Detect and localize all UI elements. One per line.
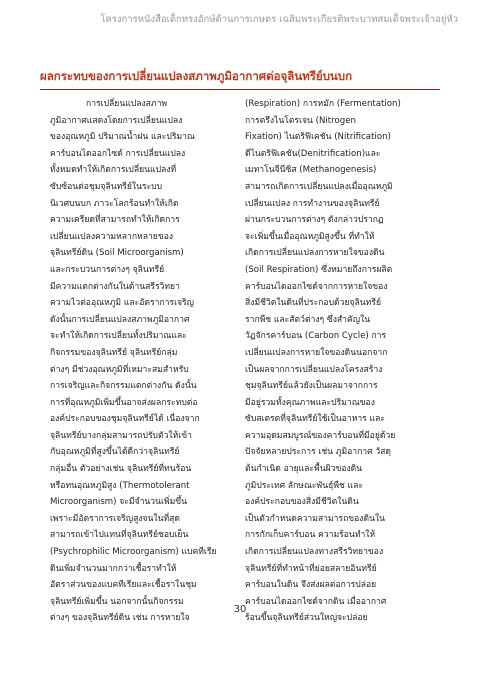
text-line: ชุมจุลินทรีย์แล้วยังเป็นผลมาจากการ [245,381,378,392]
text-line: และกระบวนการต่างๆ จุลินทรีย์ [50,264,165,275]
text-line: สามารถเข้าไปแทนที่จุลินทรีย์ชอบเย็น [50,530,189,541]
text-line: เปลี่ยนแปลงความหลากหลายของ [50,231,174,242]
text-line: จุลินทรีย์เพิ่มขึ้น นอกจากนั้นกิจกรรม [50,596,184,607]
section-title: ผลกระทบของการเปลี่ยนแปลงสภาพภูมิอากาศต่อจุลินทรีย์บนบก [40,69,353,83]
text-line: (Respiration) การหมัก (Fermentation) [245,99,401,109]
running-header: โครงการหนังสือเด็กทรงอักษ์ด้านการเกษตร เฉลิมพระเกียรติพระบาทสมเด็จพระเจ้าอยู่หัว [100,14,458,25]
text-line: คาร์บอนไดออกไซด์ การเปลี่ยนแปลง [50,148,186,159]
text-line: ทั้งหมดทำให้เกิดการเปลี่ยนแปลงที่ [50,165,177,176]
text-line: ซับสเตรตที่จุลินทรีย์ใช้เป็นอาหาร และ [245,414,385,425]
text-line: เปลี่ยนแปลง การทำงานของจุลินทรีย์ [245,198,380,209]
text-line: เกิดการเปลี่ยนแปลงทางสรีรวิทยาของ [245,547,384,558]
right-text-column [245,96,435,627]
text-line: อัตราส่วนของแบคทีเรียและเชื้อราในชุม [50,580,197,591]
text-line: เกิดการเปลี่ยนแปลงการหายใจของดิน [245,248,385,259]
text-line: คาร์บอนไดออกไซด์จากดิน เมื่ออากาศ [245,596,387,607]
text-line: จะทำให้เกิดการเปลี่ยนทั้งปริมาณและ [50,331,187,342]
text-line: เมทาโนจีนีซิส (Methanogenesis) [245,165,377,176]
text-line: เป็นผลจากการเปลี่ยนแปลงโครงสร้าง [245,364,383,375]
text-line: เป็นตัวกำหนดความสามารถของดินใน [245,513,386,524]
text-line: ต่างๆ ของจุลินทรีย์ดิน เช่น การหายใจ [50,613,190,624]
text-line: คาร์บอนในดิน จึงส่งผลต่อการปล่อย [245,580,377,591]
text-line: กับอุณหภูมิที่สูงขึ้นได้ดีกว่าจุลินทรีย์ [50,447,180,458]
text-line: การที่อุณหภูมิเพิ่มขึ้นอาจส่งผลกระทบต่อ [50,397,198,408]
text-line: ภูมิประเทศ ลักษณะพันธุ์พืช และ [245,480,363,491]
text-line: (Psychrophilic Microorganism) แบคทีเรีย [50,547,217,558]
text-line: เปลี่ยนแปลงการหายใจของดินนอกจาก [245,347,388,358]
text-line: การกักเก็บคาร์บอน ความร้อนทำให้ [245,530,376,541]
text-line: ดังนั้นการเปลี่ยนแปลงสภาพภูมิอากาศ [50,314,190,325]
text-line: ต่างๆ มีช่วงอุณหภูมิที่เหมาะสมสำหรับ [50,364,189,375]
text-line: ภูมิอากาศแสดงโดยการเปลี่ยนแปลง [50,115,183,126]
text-line: การตรึงไนโตรเจน (Nitrogen [245,115,356,126]
text-line: (Soil Respiration) ซึ่งหมายถึงการผลิต [245,264,393,275]
text-line: ของอุณหภูมิ ปริมาณน้ำฝน และปริมาณ [50,132,195,143]
page-number: 30 [233,604,247,615]
text-line: จุลินทรีย์ที่ทำหน้าที่ย่อยสลายอินทรีย์ [245,563,377,574]
text-line: ความอุดมสมบูรณ์ของคาร์บอนที่มีอยู่ด้วย [245,430,396,441]
text-line: องค์ประกอบของชุมจุลินทรีย์ได้ เนื่องจาก [50,414,200,425]
text-line: ความเครียดที่สามารถทำให้เกิดการ [50,215,180,226]
section-title-block [40,68,440,90]
text-line: สามารถเกิดการเปลี่ยนแปลงเมื่ออุณหภูมิ [245,181,393,192]
text-line: เพราะมีอัตราการเจริญสูงจนในที่สุด [50,513,180,524]
text-line: หรือทนอุณหภูมิสูง (Thermotolerant [50,480,190,491]
text-line: มีอยู่รวมทั้งคุณภาพและปริมาณของ [245,397,375,408]
text-line: Fixation) ไนตริฟิเคชัน (Nitrification) [245,132,391,143]
text-line: รากพืช และสัตว์ต่างๆ ซึ่งสำคัญใน [245,314,371,325]
left-text-column [50,96,240,627]
text-line: ความไวต่ออุณหภูมิ และอัตราการเจริญ [50,298,194,309]
text-line: สิ่งมีชีวิตในดินที่ประกอบด้วยจุลินทรีย์ [245,298,381,309]
text-line: นิเวศบนบก ภาวะโลกร้อนทำให้เกิด [50,198,179,209]
text-line: ปัจจัยหลายประการ เช่น ภูมิอากาศ วัสดุ [245,447,391,458]
text-line: ผ่านกระบวนการต่างๆ ดังกล่าวปรากฏ [245,215,384,226]
text-line: ร้อนขึ้นจุลินทรีย์ส่วนใหญ่จะปล่อย [245,613,368,624]
text-line: คาร์บอนไดออกไซด์จากการหายใจของ [245,281,388,292]
text-line: การเปลี่ยนแปลงสภาพ [86,99,168,109]
text-line: ดินเพิ่มจำนวนมากกว่าเชื้อราทำให้ [50,563,177,574]
text-line: จุลินทรีย์บางกลุ่มสามารถปรับตัวให้เข้า [50,430,192,441]
text-line: ต้นกำเนิด อายุและพื้นผิวของดิน [245,464,363,475]
text-line: มีความแตกต่างกันในด้านสรีรวิทยา [50,281,180,292]
text-line: ดีไนตริฟิเคชัน(Denitrification)และ [245,148,381,159]
text-line: จะเพิ่มขึ้นเมื่ออุณหภูมิสูงขึ้น ที่ทำให้ [245,231,375,242]
text-line: จุลินทรีย์ดิน (Soil Microorganism) [50,248,184,259]
text-line: กิจกรรมของจุลินทรีย์ จุลินทรีย์กลุ่ม [50,347,178,358]
text-line: Microorganism) จะมีจำนวนเพิ่มขึ้น [50,497,188,508]
text-line: การเจริญและกิจกรรมแตกต่างกัน ดังนั้น [50,381,197,392]
text-line: กลุ่มอื่น ตัวอย่างเช่น จุลินทรีย์ที่ทนร้อน [50,464,192,475]
text-line: องค์ประกอบของสิ่งมีชีวิตในดิน [245,497,359,508]
text-line: ซับซ้อนต่อชุมจุลินทรีย์ในระบบ [50,181,163,192]
text-line: วัฏจักรคาร์บอน (Carbon Cycle) การ [245,331,387,342]
